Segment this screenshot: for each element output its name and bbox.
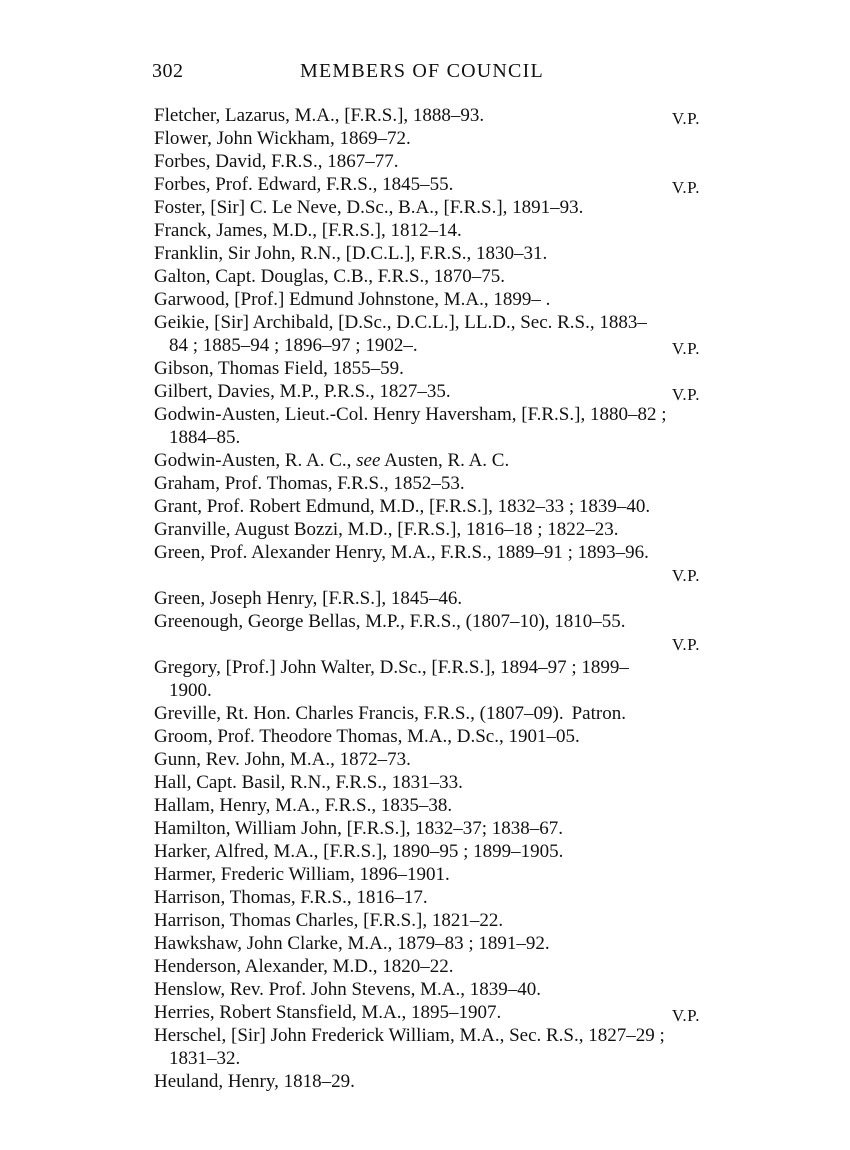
entry-text: Gunn, Rev. John, M.A., 1872–73. (154, 749, 411, 770)
entry-text: Hall, Capt. Basil, R.N., F.R.S., 1831–33. (154, 772, 463, 793)
entry-text: Green, Joseph Henry, [F.R.S.], 1845–46. (154, 588, 463, 609)
entry-continuation: 1900. (169, 680, 212, 701)
list-item (155, 518, 700, 541)
list-item (155, 357, 700, 380)
list-item (155, 127, 700, 150)
entry-text: Flower, John Wickham, 1869–72. (154, 128, 411, 149)
entry-text: Henslow, Rev. Prof. John Stevens, M.A., 1839–40. (154, 979, 542, 1000)
list-item (155, 311, 700, 357)
entry-text: Harrison, Thomas Charles, [F.R.S.], 1821–22. (154, 910, 504, 931)
list-item (155, 495, 700, 518)
entry-text: Grant, Prof. Robert Edmund, M.D., [F.R.S.], 1832–33 ; 1839–40. (154, 496, 651, 517)
entry-text: Godwin-Austen, R. A. C., (154, 450, 357, 471)
list-item (155, 449, 700, 472)
list-item (155, 978, 700, 1001)
list-item (155, 610, 700, 656)
list-item (155, 1070, 700, 1093)
list-item (155, 817, 700, 840)
entry-continuation (155, 334, 700, 357)
list-item (155, 380, 700, 403)
list-item (155, 794, 700, 817)
entry-role: V.P. (671, 566, 700, 585)
list-item (155, 472, 700, 495)
entry-text: Herschel, [Sir] John Frederick William, M.A., Sec. R.S., 1827–29 ; (154, 1025, 665, 1046)
list-item (155, 748, 700, 771)
list-item (155, 219, 700, 242)
entry-text: Graham, Prof. Thomas, F.R.S., 1852–53. (154, 473, 465, 494)
entry-see-reference: see (356, 450, 381, 471)
list-item (155, 173, 700, 196)
entry-text: Franck, James, M.D., [F.R.S.], 1812–14. (154, 220, 462, 241)
entry-text: Gilbert, Davies, M.P., P.R.S., 1827–35. (154, 381, 451, 402)
entry-text: Forbes, David, F.R.S., 1867–77. (154, 151, 399, 172)
list-item (155, 886, 700, 909)
entry-text: Galton, Capt. Douglas, C.B., F.R.S., 1870–75. (154, 266, 506, 287)
list-item (155, 771, 700, 794)
list-item (155, 909, 700, 932)
list-item (155, 587, 700, 610)
entry-role: V.P. (671, 109, 700, 128)
list-item (155, 265, 700, 288)
entry-role: V.P. (671, 178, 700, 197)
list-item (155, 932, 700, 955)
entry-text: Forbes, Prof. Edward, F.R.S., 1845–55. (154, 174, 454, 195)
list-item (155, 288, 700, 311)
entry-continuation: 1831–32. (169, 1048, 241, 1069)
entry-text: Hawkshaw, John Clarke, M.A., 1879–83 ; 1891–92. (154, 933, 550, 954)
entry-text: Hallam, Henry, M.A., F.R.S., 1835–38. (154, 795, 453, 816)
entry-role: V.P. (671, 385, 700, 404)
entry-role: V.P. (671, 635, 700, 654)
entry-text: Godwin-Austen, Lieut.-Col. Henry Haversham, [F.R.S.], 1880–82 ; (154, 404, 667, 425)
list-item (155, 702, 700, 725)
entry-continuation-text: 84 ; 1885–94 ; 1896–97 ; 1902–. (169, 335, 418, 356)
entry-text: Harmer, Frederic William, 1896–1901. (154, 864, 450, 885)
list-item (155, 1024, 700, 1070)
entry-text: Garwood, [Prof.] Edmund Johnstone, M.A., 1899– . (154, 289, 551, 310)
entry-text: Greenough, George Bellas, M.P., F.R.S., (1807–10), 1810–55. (154, 611, 626, 632)
entry-text: Franklin, Sir John, R.N., [D.C.L.], F.R.S., 1830–31. (154, 243, 548, 264)
entry-text: Herries, Robert Stansfield, M.A., 1895–1907. (154, 1002, 502, 1023)
page-number: 302 (152, 60, 184, 82)
list-item (155, 541, 700, 587)
list-item (155, 1001, 700, 1024)
entry-text: Harrison, Thomas, F.R.S., 1816–17. (154, 887, 428, 908)
entry-text: Gregory, [Prof.] John Walter, D.Sc., [F.R.S.], 1894–97 ; 1899– (154, 657, 629, 678)
entry-text: Gibson, Thomas Field, 1855–59. (154, 358, 404, 379)
list-item (155, 725, 700, 748)
list-item (155, 104, 700, 127)
entry-text: Foster, [Sir] C. Le Neve, D.Sc., B.A., [F.R.S.], 1891–93. (154, 197, 584, 218)
list-item (155, 955, 700, 978)
entry-text-post: Austen, R. A. C. (380, 450, 510, 471)
entry-role: V.P. (671, 1006, 700, 1025)
list-item (155, 863, 700, 886)
entry-text: Greville, Rt. Hon. Charles Francis, F.R.S., (1807–09). (154, 703, 564, 724)
entry-text: Groom, Prof. Theodore Thomas, M.A., D.Sc., 1901–05. (154, 726, 580, 747)
entry-role: Patron. (571, 703, 626, 724)
list-item (155, 196, 700, 219)
list-item (155, 840, 700, 863)
list-item (155, 150, 700, 173)
entry-text: Heuland, Henry, 1818–29. (154, 1071, 355, 1092)
entry-text: Hamilton, William John, [F.R.S.], 1832–37; 1838–67. (154, 818, 564, 839)
entry-role: V.P. (671, 339, 700, 358)
list-item (155, 403, 700, 449)
entry-continuation: 1884–85. (169, 427, 241, 448)
entry-text: Fletcher, Lazarus, M.A., [F.R.S.], 1888–93. (154, 105, 485, 126)
list-item (155, 242, 700, 265)
entry-text: Granville, August Bozzi, M.D., [F.R.S.], 1816–18 ; 1822–23. (154, 519, 619, 540)
members-list (155, 104, 700, 1093)
entry-text: Green, Prof. Alexander Henry, M.A., F.R.S., 1889–91 ; 1893–96. (154, 542, 649, 563)
entry-text: Harker, Alfred, M.A., [F.R.S.], 1890–95 ; 1899–1905. (154, 841, 564, 862)
list-item (155, 656, 700, 702)
entry-text: Geikie, [Sir] Archibald, [D.Sc., D.C.L.], LL.D., Sec. R.S., 1883– (154, 312, 647, 333)
entry-text: Henderson, Alexander, M.D., 1820–22. (154, 956, 454, 977)
running-head: MEMBERS OF COUNCIL (300, 60, 544, 82)
